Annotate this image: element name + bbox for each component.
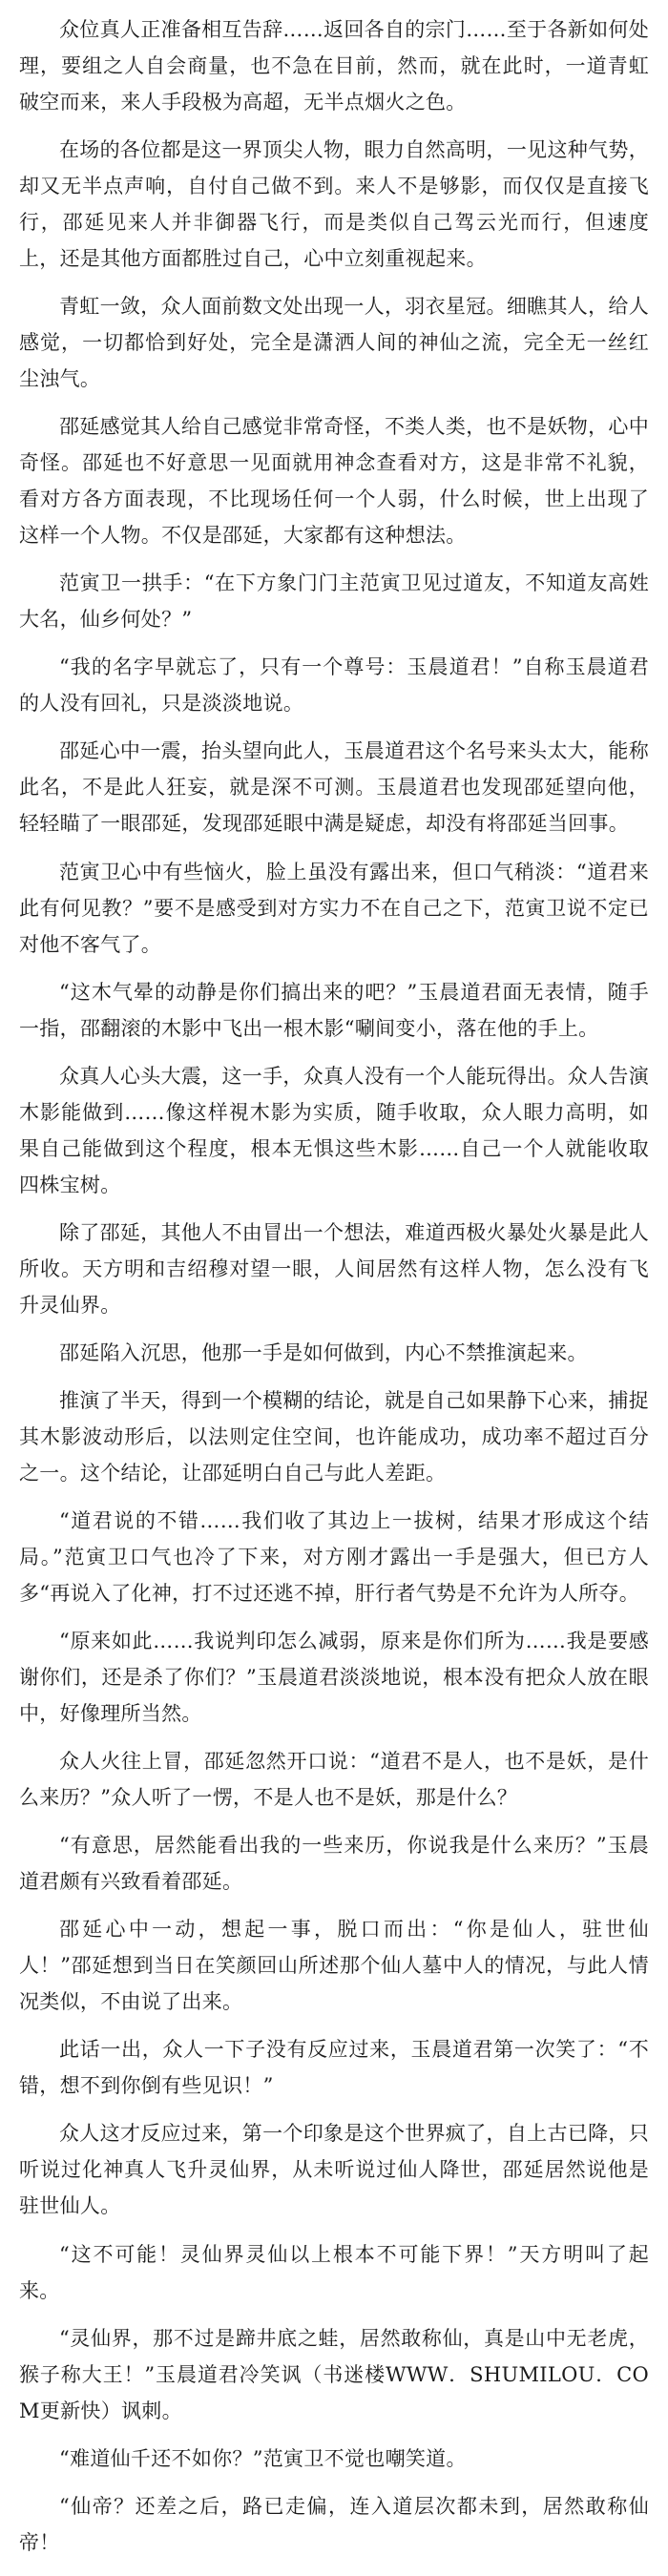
paragraph: 众人这才反应过来，第一个印象是这个世界疯了，自上古已降，只听说过化神真人飞升灵仙界，从未听说过仙人降世，邵延居然说他是驻世仙人。 — [19, 2122, 649, 2218]
paragraph: 邵延陷入沉思，他那一手是如何做到，内心不禁推演起来。 — [59, 1340, 588, 1364]
paragraph: “有意思，居然能看出我的一些来历，你说我是什么来历？”玉晨道君颇有兴致看着邵延。 — [19, 1834, 649, 1894]
paragraph: 在场的各位都是这一界顶尖人物，眼力自然高明，一见这种气势，却又无半点声响，自付自己做不到。来人不是够影，而仅仅是直接飞行，邵延见来人并非御器飞行，而是类似自己驾云光而行，但速度上，还是其他方面都胜过自己，心中立刻重视起来。 — [19, 138, 649, 271]
paragraph: “难道仙千还不如你？”范寅卫不觉也嘲笑道。 — [59, 2446, 467, 2470]
paragraph: 众人火往上冒，邵延忽然开口说：“道君不是人，也不是妖，是什么来历？”众人听了一愣，不是人也不是妖，那是什么？ — [19, 1750, 649, 1810]
paragraph: “道君说的不错……我们收了其边上一拔树，结果才形成这个结局。”范寅卫口气也冷了下来，对方刚才露出一手是强大，但已方人多“再说入了化神，打不过还逃不掉，肝行者气势是不允许为人所夺。 — [19, 1509, 649, 1606]
paragraph: 此话一出，众人一下子没有反应过来，玉晨道君第一次笑了：“不错，想不到你倒有些见识！” — [19, 2038, 649, 2098]
paragraph: 众真人心头大震，这一手，众真人没有一个人能玩得出。众人告演木影能做到……像这样視木影为实质，随手收取，众人眼力高明，如果自己能做到这个程度，根本无惧这些木影……自己一个人就能收取四株宝树。 — [19, 1064, 649, 1196]
paragraph: “灵仙界，那不过是蹄井底之蛙，居然敢称仙，真是山中无老虎，猴子称大王！”玉晨道君冷笑讽（书迷楼WWW．SHUMILOU．COM更新快）讽刺。 — [19, 2326, 649, 2422]
paragraph: “仙帝？还差之后，路已走偏，连入道层次都未到，居然敢称仙帝！ — [19, 2494, 649, 2554]
paragraph: 青虹一敛，众人面前数文处出现一人，羽衣星冠。细瞧其人，给人感觉，一切都恰到好处，完全是潇洒人间的神仙之流，完全无一丝红尘浊气。 — [19, 295, 649, 391]
paragraph: “这不可能！灵仙界灵仙以上根本不可能下界！”天方明叫了起来。 — [19, 2242, 649, 2302]
paragraph: “我的名字早就忘了，只有一个尊号：玉晨道君！”自称玉晨道君的人没有回礼，只是淡淡地说。 — [19, 655, 649, 716]
paragraph: “这木气晕的动静是你们搞出来的吧？”玉晨道君面无表情，随手一指，邵翻滚的木影中飞出一根木影“唰间变小，落在他的手上。 — [19, 980, 649, 1040]
paragraph: 邵延心中一动，想起一事，脱口而出：“你是仙人，驻世仙人！”邵延想到当日在笑颜回山所述那个仙人墓中人的情况，与此人情况类似，不由说了出来。 — [19, 1918, 649, 2014]
paragraph: 范寅卫心中有些恼火，脸上虽没有露出来，但口气稍淡：“道君来此有何见教？”要不是感受到对方实力不在自己之下，范寅卫说不定已对他不客气了。 — [19, 860, 649, 956]
paragraph: 除了邵延，其他人不由冒出一个想法，难道西极火暴处火暴是此人所收。天方明和吉绍穆对望一眼，人间居然有这样人物，怎么没有飞升灵仙界。 — [19, 1220, 649, 1317]
paragraph: “原来如此……我说判印怎么减弱，原来是你们所为……我是要感谢你们，还是杀了你们？”玉晨道君淡淡地说，根本没有把众人放在眼中，好像理所当然。 — [19, 1630, 649, 1726]
paragraph: 众位真人正准备相互告辞……返回各自的宗门……至于各新如何处理，要组之人自会商量，也不急在目前，然而，就在此时，一道青虹破空而来，来人手段极为高超，无半点烟火之色。 — [19, 18, 649, 114]
paragraph: 邵延感觉其人给自己感觉非常奇怪，不类人类，也不是妖物，心中奇怪。邵延也不好意思一见面就用神念查看对方，这是非常不礼貌，看对方各方面表现，不比现场任何一个人弱，什么时候，世上出现了这样一个人物。不仅是邵延，大家都有这种想法。 — [19, 415, 649, 548]
paragraph: 范寅卫一拱手：“在下方象门门主范寅卫见过道友，不知道友高姓大名，仙乡何处？” — [19, 571, 649, 632]
paragraph: 推演了半天，得到一个模糊的结论，就是自己如果静下心来，捕捉其木影波动形后，以法则定住空间，也许能成功，成功率不超过百分之一。这个结论，让邵延明白自己与此人差距。 — [19, 1388, 649, 1485]
paragraph: 邵延心中一震，抬头望向此人，玉晨道君这个名号来头太大，能称此名，不是此人狂妄，就是深不可测。玉晨道君也发现邵延望向他，轻轻瞄了一眼邵延，发现邵延眼中满是疑虑，却没有将邵延当回事。 — [19, 739, 649, 836]
